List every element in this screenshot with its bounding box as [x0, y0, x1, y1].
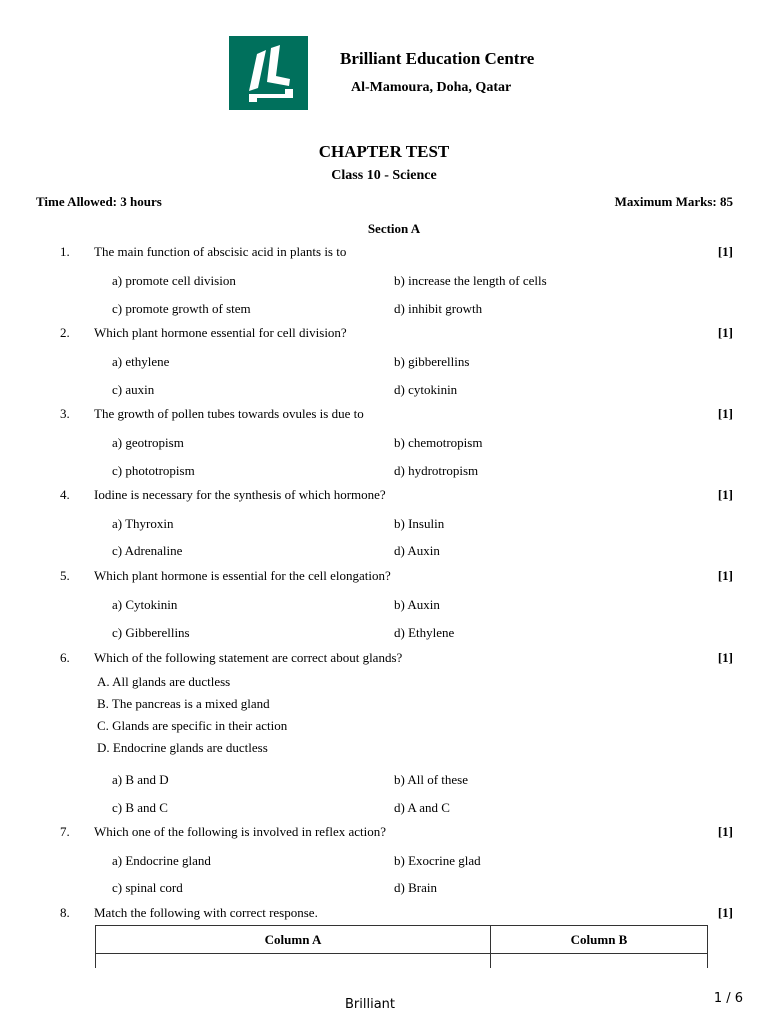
question-text: Which plant hormone essential for cell division? — [94, 325, 347, 340]
question-number: 2. — [60, 325, 70, 340]
column-b-header: Column B — [491, 926, 708, 954]
question-marks: [1] — [717, 650, 733, 665]
column-a-header: Column A — [96, 926, 491, 954]
option-a: a) B and D — [112, 772, 169, 787]
question-text: Which of the following statement are correct about glands? — [94, 650, 403, 665]
option-b: b) All of these — [394, 772, 469, 787]
question-marks: [1] — [717, 568, 733, 583]
school-logo-icon — [229, 36, 308, 110]
question-number: 8. — [60, 905, 70, 920]
option-d: d) Ethylene — [394, 625, 455, 640]
question-text: Which plant hormone is essential for the cell elongation? — [94, 568, 391, 583]
page-number: 1 / 6 — [713, 991, 743, 1006]
question-text: The growth of pollen tubes towards ovules is due to — [94, 406, 364, 421]
option-a: a) Cytokinin — [112, 597, 178, 612]
question-text: Iodine is necessary for the synthesis of which hormone? — [94, 487, 386, 502]
statement-b: B. The pancreas is a mixed gland — [97, 696, 270, 711]
table-cell — [491, 954, 708, 969]
option-a: a) promote cell division — [112, 273, 236, 288]
option-b: b) increase the length of cells — [394, 273, 547, 288]
option-c: c) auxin — [112, 382, 155, 397]
match-table-header-row — [96, 926, 708, 954]
question-marks: [1] — [717, 244, 733, 259]
time-allowed: Time Allowed: 3 hours — [36, 194, 162, 209]
question-marks: [1] — [717, 487, 733, 502]
option-c: c) phototropism — [112, 463, 195, 478]
question-marks: [1] — [717, 905, 733, 920]
option-a: a) ethylene — [112, 354, 170, 369]
option-c: c) spinal cord — [112, 880, 183, 895]
match-table — [95, 925, 708, 968]
question-marks: [1] — [717, 325, 733, 340]
school-name: Brilliant Education Centre — [340, 49, 535, 68]
test-class-subject: Class 10 - Science — [331, 168, 437, 183]
footer-brand: Brilliant — [344, 997, 395, 1012]
table-cell — [96, 954, 491, 969]
question-text: Match the following with correct response. — [94, 905, 318, 920]
option-d: d) Brain — [394, 880, 437, 895]
question-marks: [1] — [717, 406, 733, 421]
question-number: 1. — [60, 244, 70, 259]
option-b: b) Exocrine glad — [394, 853, 481, 868]
question-text: The main function of abscisic acid in plants is to — [94, 244, 347, 259]
question-number: 7. — [60, 824, 70, 839]
option-b: b) gibberellins — [394, 354, 470, 369]
test-title: CHAPTER TEST — [318, 142, 450, 161]
option-a: a) geotropism — [112, 435, 184, 450]
school-logo — [229, 36, 308, 110]
school-address: Al-Mamoura, Doha, Qatar — [351, 80, 512, 95]
option-c: c) Adrenaline — [112, 543, 183, 558]
question-number: 4. — [60, 487, 70, 502]
option-a: a) Endocrine gland — [112, 853, 211, 868]
section-title: Section A — [367, 221, 421, 236]
option-a: a) Thyroxin — [112, 516, 174, 531]
statement-a: A. All glands are ductless — [97, 674, 231, 689]
option-d: d) inhibit growth — [394, 301, 483, 316]
statement-c: C. Glands are specific in their action — [97, 718, 288, 733]
option-b: b) Auxin — [394, 597, 440, 612]
question-text: Which one of the following is involved in reflex action? — [94, 824, 387, 839]
option-b: b) Insulin — [394, 516, 445, 531]
maximum-marks: Maximum Marks: 85 — [614, 194, 733, 209]
option-d: d) hydrotropism — [394, 463, 479, 478]
option-c: c) Gibberellins — [112, 625, 190, 640]
statement-d: D. Endocrine glands are ductless — [97, 740, 268, 755]
option-b: b) chemotropism — [394, 435, 483, 450]
question-number: 3. — [60, 406, 70, 421]
option-d: d) A and C — [394, 800, 450, 815]
option-c: c) promote growth of stem — [112, 301, 251, 316]
option-d: d) Auxin — [394, 543, 440, 558]
question-marks: [1] — [717, 824, 733, 839]
option-c: c) B and C — [112, 800, 168, 815]
question-number: 6. — [60, 650, 70, 665]
option-d: d) cytokinin — [394, 382, 458, 397]
question-number: 5. — [60, 568, 70, 583]
match-table-row — [96, 954, 708, 969]
